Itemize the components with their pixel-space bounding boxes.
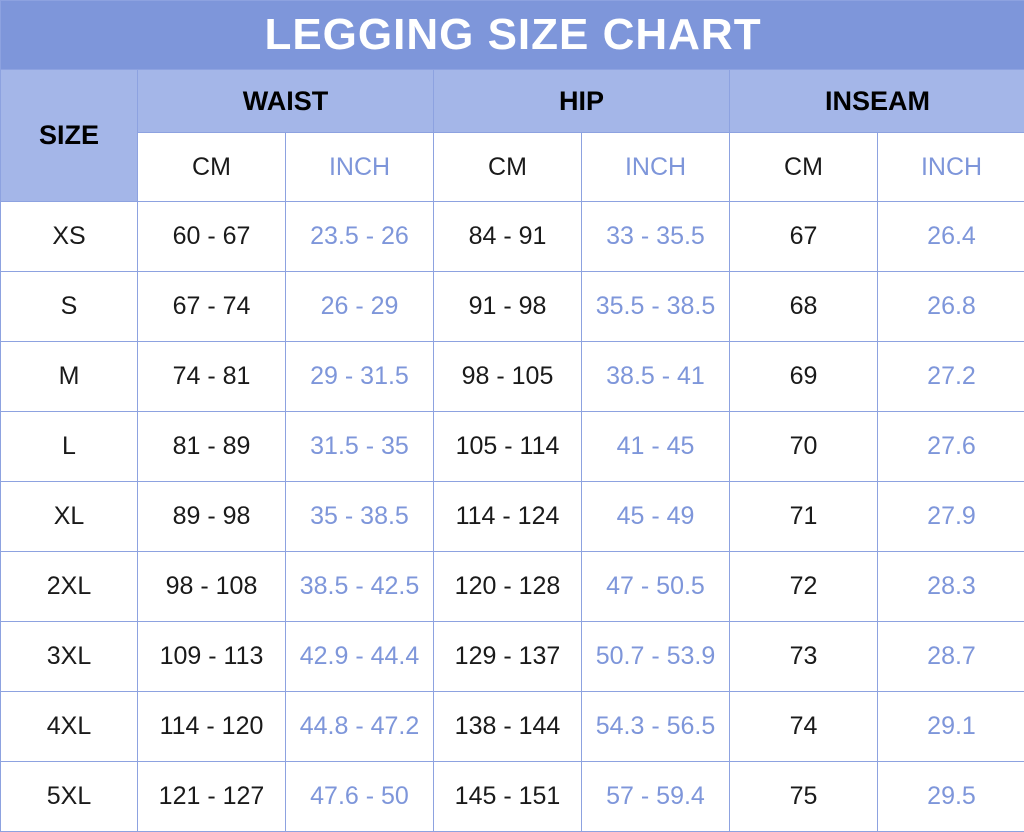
cell-hip-inch: 54.3 - 56.5 [582, 692, 730, 762]
table-row [1, 412, 1024, 482]
cell-hip-inch: 38.5 - 41 [582, 342, 730, 412]
cell-inseam-inch: 28.7 [878, 622, 1024, 692]
unit-waist-inch: INCH [286, 133, 434, 202]
cell-inseam-inch: 29.1 [878, 692, 1024, 762]
table-row [1, 692, 1024, 762]
table-row [1, 552, 1024, 622]
unit-hip-inch: INCH [582, 133, 730, 202]
table-row [1, 622, 1024, 692]
cell-waist-cm: 74 - 81 [138, 342, 286, 412]
cell-inseam-inch: 28.3 [878, 552, 1024, 622]
cell-waist-inch: 44.8 - 47.2 [286, 692, 434, 762]
cell-inseam-cm: 75 [730, 762, 878, 832]
header-waist: WAIST [138, 70, 434, 133]
unit-header-row [1, 133, 1024, 202]
cell-inseam-inch: 26.8 [878, 272, 1024, 342]
cell-size: L [1, 412, 138, 482]
cell-waist-cm: 98 - 108 [138, 552, 286, 622]
unit-inseam-cm: CM [730, 133, 878, 202]
cell-hip-inch: 41 - 45 [582, 412, 730, 482]
cell-size: XL [1, 482, 138, 552]
cell-waist-inch: 29 - 31.5 [286, 342, 434, 412]
cell-size: M [1, 342, 138, 412]
cell-inseam-inch: 26.4 [878, 202, 1024, 272]
table-row [1, 342, 1024, 412]
cell-waist-cm: 81 - 89 [138, 412, 286, 482]
cell-hip-inch: 57 - 59.4 [582, 762, 730, 832]
cell-waist-inch: 35 - 38.5 [286, 482, 434, 552]
cell-hip-cm: 129 - 137 [434, 622, 582, 692]
cell-waist-inch: 26 - 29 [286, 272, 434, 342]
cell-waist-inch: 31.5 - 35 [286, 412, 434, 482]
cell-hip-inch: 35.5 - 38.5 [582, 272, 730, 342]
cell-inseam-inch: 27.2 [878, 342, 1024, 412]
unit-hip-cm: CM [434, 133, 582, 202]
cell-inseam-cm: 72 [730, 552, 878, 622]
table-row [1, 272, 1024, 342]
cell-inseam-cm: 70 [730, 412, 878, 482]
cell-size: 2XL [1, 552, 138, 622]
cell-waist-cm: 121 - 127 [138, 762, 286, 832]
cell-hip-inch: 45 - 49 [582, 482, 730, 552]
cell-inseam-cm: 67 [730, 202, 878, 272]
cell-inseam-cm: 73 [730, 622, 878, 692]
cell-hip-inch: 50.7 - 53.9 [582, 622, 730, 692]
cell-inseam-inch: 27.6 [878, 412, 1024, 482]
cell-inseam-cm: 68 [730, 272, 878, 342]
cell-hip-cm: 114 - 124 [434, 482, 582, 552]
chart-title: LEGGING SIZE CHART [1, 1, 1024, 70]
cell-inseam-cm: 71 [730, 482, 878, 552]
table-row [1, 762, 1024, 832]
cell-hip-cm: 105 - 114 [434, 412, 582, 482]
cell-waist-cm: 114 - 120 [138, 692, 286, 762]
cell-hip-cm: 84 - 91 [434, 202, 582, 272]
header-size: SIZE [1, 70, 138, 202]
unit-inseam-inch: INCH [878, 133, 1024, 202]
cell-hip-cm: 98 - 105 [434, 342, 582, 412]
cell-inseam-inch: 27.9 [878, 482, 1024, 552]
cell-size: 4XL [1, 692, 138, 762]
cell-inseam-cm: 69 [730, 342, 878, 412]
cell-inseam-inch: 29.5 [878, 762, 1024, 832]
cell-waist-cm: 60 - 67 [138, 202, 286, 272]
title-row [1, 1, 1024, 70]
table-row [1, 482, 1024, 552]
cell-size: XS [1, 202, 138, 272]
cell-hip-inch: 33 - 35.5 [582, 202, 730, 272]
cell-waist-inch: 42.9 - 44.4 [286, 622, 434, 692]
cell-inseam-cm: 74 [730, 692, 878, 762]
cell-size: 3XL [1, 622, 138, 692]
cell-size: 5XL [1, 762, 138, 832]
cell-hip-inch: 47 - 50.5 [582, 552, 730, 622]
cell-waist-cm: 89 - 98 [138, 482, 286, 552]
cell-waist-inch: 47.6 - 50 [286, 762, 434, 832]
cell-waist-inch: 23.5 - 26 [286, 202, 434, 272]
cell-hip-cm: 120 - 128 [434, 552, 582, 622]
unit-waist-cm: CM [138, 133, 286, 202]
header-hip: HIP [434, 70, 730, 133]
table-row [1, 202, 1024, 272]
group-header-row [1, 70, 1024, 133]
cell-hip-cm: 145 - 151 [434, 762, 582, 832]
cell-hip-cm: 91 - 98 [434, 272, 582, 342]
cell-size: S [1, 272, 138, 342]
cell-waist-cm: 109 - 113 [138, 622, 286, 692]
cell-waist-inch: 38.5 - 42.5 [286, 552, 434, 622]
cell-waist-cm: 67 - 74 [138, 272, 286, 342]
cell-hip-cm: 138 - 144 [434, 692, 582, 762]
header-inseam: INSEAM [730, 70, 1024, 133]
